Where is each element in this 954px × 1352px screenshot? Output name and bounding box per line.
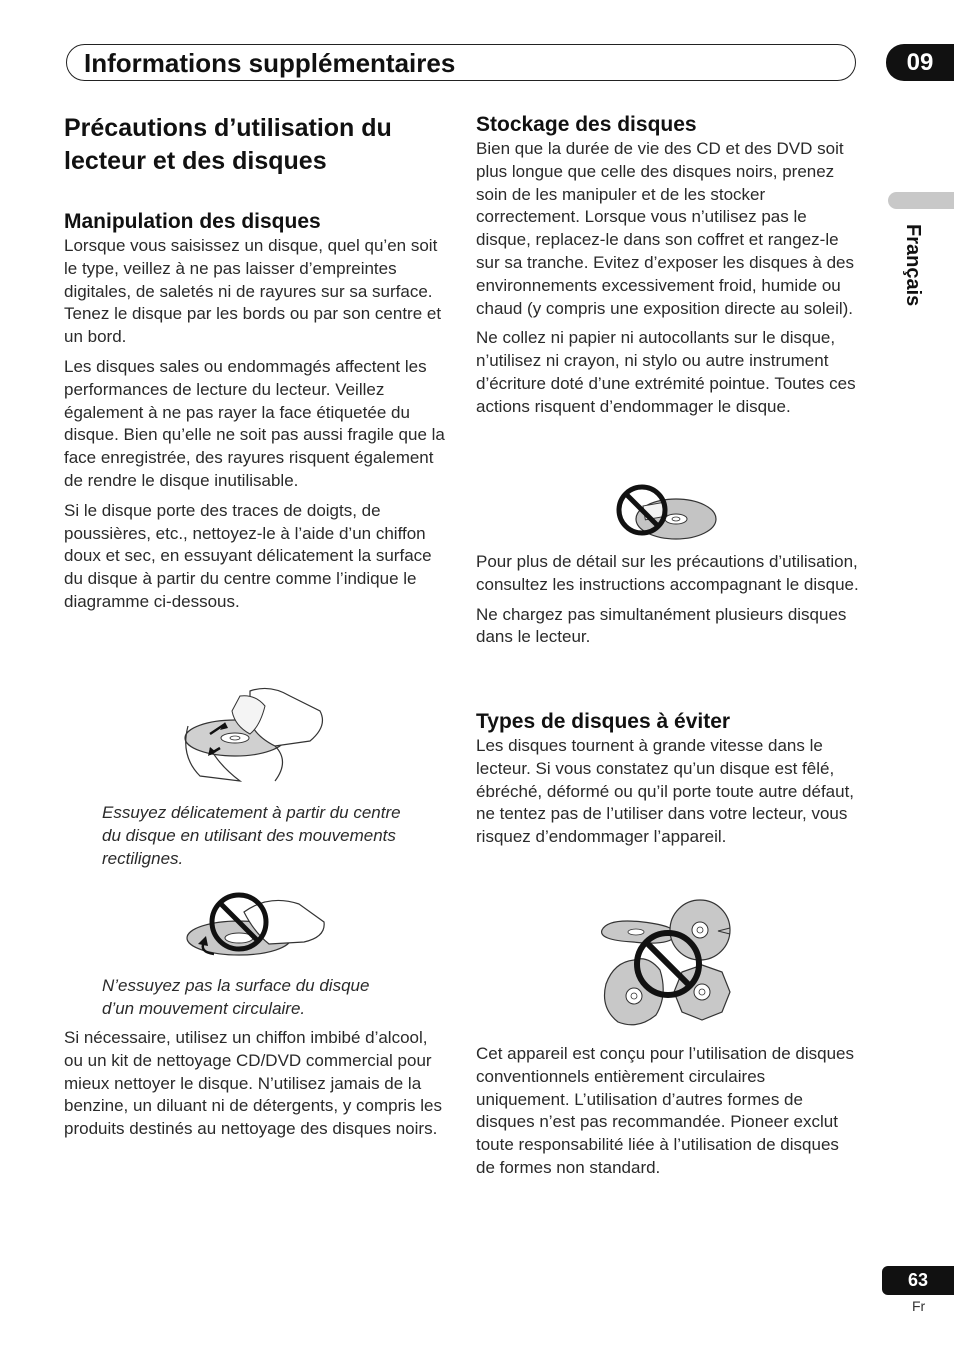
chapter-number-tab: 09 bbox=[886, 44, 954, 81]
handling-section bbox=[64, 209, 446, 621]
page-title: Précautions d’utilisation du lecteur et des disques bbox=[64, 114, 392, 175]
language-label: Français bbox=[902, 224, 924, 307]
avoid-paragraph: Les disques tournent à grande vitesse dans le lecteur. Si vous constatez qu’un disque est fêlé, ébréché, déformé ou qu’il porte toute autre défaut, ne tentez pas de l’utiliser dans votre lecteur, vous risquez d’endommager l’appareil. bbox=[476, 736, 855, 847]
storage-heading: Stockage des disques bbox=[476, 113, 697, 136]
cleaning-note bbox=[64, 1027, 446, 1148]
handling-heading: Manipulation des disques bbox=[64, 210, 321, 233]
avoid-paragraph-2: Cet appareil est conçu pour l’utilisation de disques conventionnels entièrement circulaires uniquement. L’utilisation d’autres formes de disques n’est pas recommandée. Pioneer exclut toute responsabilité liée à l’utilisation de disques de formes non standard. bbox=[476, 1044, 855, 1177]
page-language-code: Fr bbox=[912, 1298, 926, 1314]
no-circular-caption: N’essuyez pas la surface du disque d’un mouvement circulaire. bbox=[102, 976, 370, 1018]
avoid-heading: Types de disques à éviter bbox=[476, 710, 731, 733]
no-sticker-disc-illustration bbox=[614, 484, 718, 544]
storage-paragraph-3: Pour plus de détail sur les précautions d’utilisation, consultez les instructions accompagnant le disque. bbox=[476, 552, 859, 594]
storage-additional-notes bbox=[476, 551, 860, 656]
wipe-caption: Essuyez délicatement à partir du centre du disque en utilisant des mouvements rectilignes. bbox=[102, 803, 401, 868]
avoid-additional-note bbox=[476, 1043, 860, 1187]
language-tab-marker bbox=[888, 192, 954, 209]
storage-section bbox=[476, 112, 860, 426]
page-number: 63 bbox=[882, 1266, 954, 1295]
cleaning-paragraph: Si nécessaire, utilisez un chiffon imbibé d’alcool, ou un kit de nettoyage CD/DVD commercial pour mieux nettoyer le disque. N’utilisez jamais de la benzine, un diluant ni de détergents, y compris les produits destinés au nettoyage des disques noirs. bbox=[64, 1028, 443, 1139]
page-title-block bbox=[64, 112, 446, 178]
wipe-disc-illustration bbox=[180, 686, 330, 786]
avoid-section bbox=[476, 709, 860, 856]
section-title: Informations supplémentaires bbox=[84, 48, 456, 78]
handling-paragraph-3: Si le disque porte des traces de doigts, de poussières, etc., nettoyez-le à l’aide d’un chiffon doux et sec, en essuyant délicatement la surface du disque à partir du centre comme l’indique le diagramme ci-dessous. bbox=[64, 500, 432, 611]
handling-paragraph-1: Lorsque vous saisissez un disque, quel qu’en soit le type, veillez à ne pas laisser d’empreintes digitales, de saletés ni de rayures sur sa surface. Tenez le disque par les bords ou par son centre et un bord. bbox=[64, 236, 442, 347]
storage-paragraph-1: Bien que la durée de vie des CD et des DVD soit plus longue que celle des disques noirs, prenez soin de les manipuler et de les stocker correctement. Lorsque vous n’utilisez pas le disque, replacez-le dans son coffret et rangez-le sur sa tranche. Evitez d’exposer les disques à des environnements excessivement froid, humide ou chaud (y compris une exposition directe au soleil). bbox=[476, 139, 854, 318]
storage-paragraph-2: Ne collez ni papier ni autocollants sur le disque, n’utilisez ni crayon, ni stylo ou autre instrument d’écriture doté d’une extrémité pointue. Toutes ces actions risquent d’endommager le disque. bbox=[476, 328, 856, 416]
odd-shaped-discs-illustration bbox=[598, 900, 738, 1030]
storage-paragraph-4: Ne chargez pas simultanément plusieurs disques dans le lecteur. bbox=[476, 604, 847, 647]
no-circular-wipe-illustration bbox=[184, 892, 329, 962]
handling-paragraph-2: Les disques sales ou endommagés affectent les performances de lecture du lecteur. Veillez également à ne pas rayer la face étiquetée du disque. Bien qu’elle ne soit pas aussi fragile que la face enregistrée, des rayures risquent également de rendre le disque inutilisable. bbox=[64, 356, 445, 490]
